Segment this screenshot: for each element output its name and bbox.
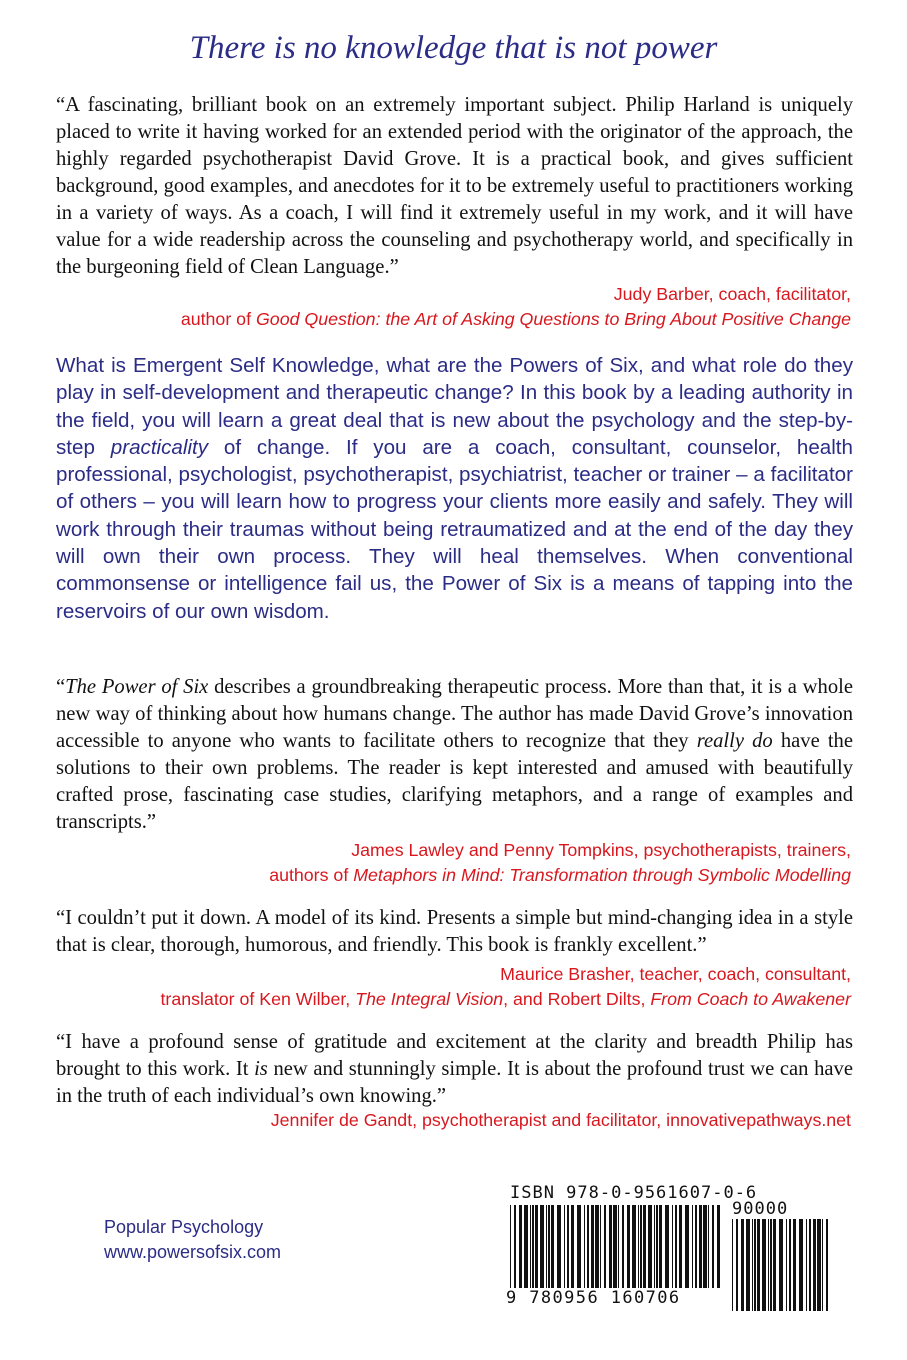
barcode-bar [679, 1205, 682, 1301]
barcode-bar [587, 1205, 589, 1301]
barcode-bar [779, 1219, 783, 1311]
barcode-bar [557, 1205, 561, 1301]
barcode-bar [656, 1205, 658, 1301]
barcode-bar [675, 1205, 677, 1301]
footer-info [104, 1215, 281, 1265]
review-quote-4: “I have a profound sense of gratitude and excitement at the clarity and breadth Philip has brought to this work. It is new and stunningly simple. It is about the profound trust we can have in the truth of each individual’s own knowing.” [56, 1031, 853, 1107]
barcode-bar [571, 1205, 574, 1301]
quote-1-book-title: Good Question: the Art of Asking Questions to Bring About Positive Change [255, 309, 851, 329]
book-category: Popular Psychology [104, 1217, 264, 1237]
barcode-bar [618, 1205, 619, 1301]
barcode-bar [632, 1205, 636, 1301]
quote-3-attribution-line-1: Maurice Brasher, teacher, coach, consultant, [500, 964, 851, 984]
barcode-bar [732, 1219, 733, 1311]
barcode-bar [773, 1219, 776, 1311]
quote-2-attribution [54, 838, 851, 888]
isbn-barcode [506, 1183, 838, 1313]
barcode-bar [640, 1205, 642, 1301]
quote-1-attribution-line-1: Judy Barber, coach, facilitator, [613, 284, 851, 304]
barcode-bar [703, 1205, 707, 1301]
barcode-bar [613, 1205, 617, 1301]
barcode-bar [530, 1205, 531, 1301]
barcode-bar [577, 1205, 581, 1301]
barcode-bar [532, 1205, 534, 1301]
quote-2-book-title: The Power of Six [65, 676, 209, 698]
barcode-bar [806, 1219, 807, 1311]
barcode-bar [786, 1219, 787, 1311]
barcode-bar [551, 1205, 554, 1301]
barcode-bar [757, 1219, 760, 1311]
barcode-bar [627, 1205, 630, 1301]
barcode-bar [591, 1205, 594, 1301]
barcode-bar [708, 1205, 709, 1301]
barcode-bar [564, 1205, 565, 1301]
review-quote-1 [56, 92, 853, 281]
barcode-bar [746, 1219, 750, 1311]
barcode-bar [665, 1205, 669, 1301]
barcode-bar [809, 1219, 811, 1311]
barcode-bar [510, 1205, 511, 1301]
barcode-bar [712, 1205, 714, 1301]
barcode-bar [768, 1219, 769, 1311]
ean-digits: 9 780956 160706 [506, 1288, 720, 1308]
barcode-bar [638, 1205, 639, 1301]
quote-1-attribution [54, 282, 851, 332]
ean-barcode-bars [510, 1205, 726, 1301]
quote-4-attribution: Jennifer de Gandt, psychotherapist and facilitator, innovativepathways.net [270, 1110, 851, 1130]
barcode-bar [519, 1205, 522, 1301]
barcode-bar [685, 1205, 689, 1301]
blurb-emphasis: practicality [110, 435, 209, 459]
barcode-bar [752, 1219, 753, 1311]
quote-2-attribution-title: Metaphors in Mind: Transformation through Symbolic Modelling [353, 865, 851, 885]
publisher-website: www.powersofsix.com [104, 1242, 282, 1262]
quote-2-attribution-line-1: James Lawley and Penny Tompkins, psychotherapists, trainers, [351, 840, 851, 860]
barcode-bar [609, 1205, 612, 1301]
barcode-bar [817, 1219, 821, 1311]
barcode-bar [813, 1219, 816, 1311]
barcode-bar [622, 1205, 624, 1301]
quote-2-emphasis: really do [696, 730, 773, 752]
barcode-bar [695, 1205, 697, 1301]
review-quote-3: “I couldn’t put it down. A model of its kind. Presents a simple but mind-changing idea in a style that is clear, thorough, humorous, and friendly. This book is frankly excellent.” [56, 907, 853, 956]
barcode-bar [741, 1219, 744, 1311]
barcode-bar [604, 1205, 606, 1301]
barcode-bar [659, 1205, 662, 1301]
barcode-bar [567, 1205, 569, 1301]
barcode-bar [648, 1205, 652, 1301]
quote-2-attribution-line-2: authors of Metaphors in Mind: Transformation through Symbolic Modelling [269, 865, 851, 885]
quote-4-emphasis: is [254, 1058, 268, 1080]
barcode-bar [762, 1219, 766, 1311]
barcode-bar [546, 1205, 547, 1301]
price-code: 90000 [732, 1199, 789, 1219]
barcode-bar [822, 1219, 823, 1311]
quote-1-attribution-line-2: author of Good Question: the Art of Asking Questions to Bring About Positive Change [180, 309, 851, 329]
barcode-bar [770, 1219, 772, 1311]
barcode-bar [754, 1219, 756, 1311]
quote-1-text: “A fascinating, brilliant book on an extremely important subject. Philip Harland is uniquely placed to write it having worked for an extended period with the originator of the approach, the highly regarded psychotherapist David Grove. It is a practical book, and gives sufficient background, good examples, and anecdotes for it to be extremely useful to practitioners working in a variety of ways. As a coach, I will find it extremely useful in my work, and it will have value for a wide readership across the counseling and psychotherapy world, and specifically in the burgeoning field of Clean Language.” [56, 94, 853, 278]
barcode-bar [514, 1205, 516, 1301]
barcode-bar [600, 1205, 601, 1301]
barcode-bar [799, 1219, 803, 1311]
barcode-bar [595, 1205, 599, 1301]
page-title: There is no knowledge that is not power [189, 30, 718, 66]
book-blurb: What is Emergent Self Knowledge, what are the Powers of Six, and what role do they play in self-development and therapeutic change? In this book by a leading authority in the field, you will learn a great deal that is new about the psychology and the step-by-step practicality of change. If you are a coach, consultant, counselor, health professional, psychologist, psychotherapist, psychiatrist, teacher or trainer – a facilitator of others – you will learn how to progress your clients more easily and safely. They will work through their traumas without being retraumatized and at the end of the day they will own their own process. They will heal themselves. When conventional commonsense or intelligence fail us, the Power of Six is a means of tapping into the reservoirs of our own wisdom. [56, 354, 853, 623]
barcode-bar [826, 1219, 828, 1311]
isbn-label: ISBN 978-0-9561607-0-6 [510, 1183, 758, 1203]
review-quote-2: “The Power of Six describes a groundbreaking therapeutic process. More than that, it is a whole new way of thinking about how humans change. The author has made David Grove’s innovation accessible to anyone who wants to facilitate others to recognize that they really do have the solutions to their own problems. The reader is kept interested and amused with beautifully crafted prose, fascinating case studies, clarifying metaphors, and a range of examples and transcripts.” [56, 676, 853, 833]
barcode-bar [540, 1205, 544, 1301]
quote-3-attribution-line-2: translator of Ken Wilber, The Integral Vision, and Robert Dilts, From Coach to Awakener [160, 989, 851, 1009]
barcode-bar [736, 1219, 738, 1311]
barcode-bar [793, 1219, 796, 1311]
barcode-bar [643, 1205, 646, 1301]
barcode-bar [789, 1219, 791, 1311]
barcode-bar [692, 1205, 693, 1301]
barcode-bar [584, 1205, 585, 1301]
barcode-bar [672, 1205, 673, 1301]
price-addon-bars [732, 1219, 832, 1311]
barcode-bar [548, 1205, 550, 1301]
barcode-bar [654, 1205, 655, 1301]
barcode-bar [717, 1205, 720, 1301]
barcode-bar [524, 1205, 528, 1301]
quote-3-attribution [54, 962, 851, 1012]
barcode-bar [535, 1205, 538, 1301]
barcode-bar [699, 1205, 702, 1301]
